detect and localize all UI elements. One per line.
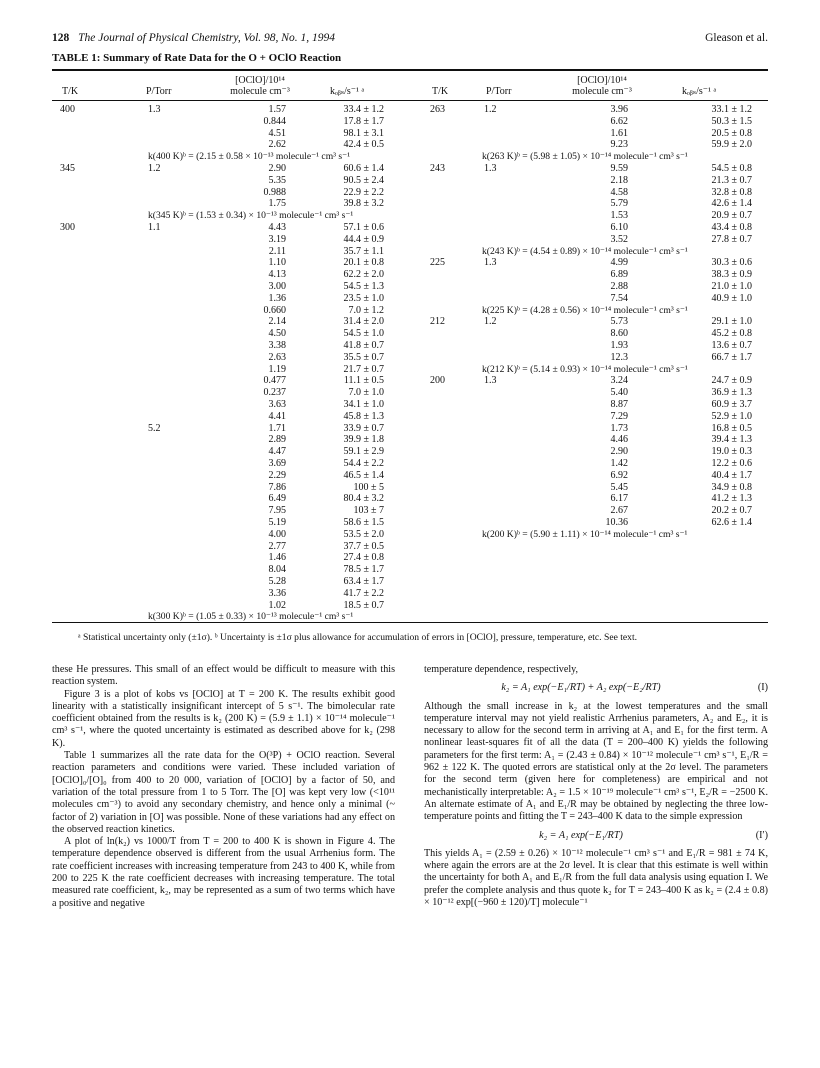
concentration-cell: 6.89 [610,269,628,281]
kobs-cell: 27.4 ± 0.8 [343,552,384,564]
concentration-cell: 4.13 [268,269,286,281]
concentration-cell: 9.23 [610,139,628,151]
concentration-cell: 0.988 [263,186,286,198]
concentration-cell: 6.62 [610,115,628,127]
kobs-cell: 38.3 ± 0.9 [711,269,752,281]
concentration-cell: 1.71 [268,422,286,434]
author-line: Gleason et al. [705,32,768,44]
pressure-cell: 5.2 [148,422,161,434]
temperature-cell: 400 [60,104,75,115]
pressure-cell: 1.3 [484,257,497,269]
concentration-cell: 2.90 [610,446,628,458]
kobs-cell: 36.9 ± 1.3 [711,387,752,399]
kobs-cell: 32.8 ± 0.8 [711,186,752,198]
concentration-cell: 3.00 [268,281,286,292]
concentration-cell: 5.45 [610,481,628,493]
kobs-cell: 24.7 ± 0.9 [711,375,752,387]
kobs-cell: 78.5 ± 1.7 [343,564,384,576]
kobs-cell: 20.9 ± 0.7 [711,210,752,222]
kobs-cell: 57.1 ± 0.6 [343,222,384,233]
pressure-cell: 1.3 [484,375,497,387]
concentration-cell: 2.90 [268,163,286,174]
paragraph: these He pressures. This small of an effect would be difficult to measure with this reaction system. [52,664,395,688]
col-header-P-right: P/Torr [486,86,512,97]
table-top-rule [52,69,768,71]
concentration-cell: 10.36 [605,517,628,528]
concentration-cell: 5.28 [268,576,286,587]
kobs-cell: 35.5 ± 0.7 [343,351,384,363]
rate-coefficient-summary: k(200 K)ᵇ = (5.90 ± 1.11) × 10⁻¹⁴ molecule⁻¹ cm³ s⁻¹ [482,528,688,540]
kobs-cell: 39.8 ± 3.2 [343,198,384,210]
pressure-cell: 1.1 [148,222,161,233]
concentration-cell: 9.59 [610,163,628,174]
concentration-cell: 0.660 [263,304,286,316]
concentration-cell: 2.63 [268,351,286,363]
paragraph: This yields A₁ = (2.59 ± 0.26) × 10⁻¹² molecule⁻¹ cm³ s⁻¹ and E₁/R = 981 ± 74 K, where again the errors are at the 2σ level. It is clear that this estimate is well within the uncertainty for both A₁ and E₁/R from the full data analysis using equation I. We prefer the complete analysis and thus quote k₂ for T = 243–400 K as k₂ = (2.4 ± 0.8) × 10⁻¹² exp[(−960 ± 120)/T] molecule⁻¹ [424,847,768,909]
kobs-cell: 63.4 ± 1.7 [343,576,384,587]
kobs-cell: 54.5 ± 1.3 [343,281,384,292]
concentration-cell: 8.04 [268,564,286,576]
kobs-cell: 98.1 ± 3.1 [343,127,384,139]
pressure-cell: 1.2 [148,163,161,174]
kobs-cell: 54.4 ± 2.2 [343,458,384,469]
col-header-kobs-right: kₒᵦₛ/s⁻¹ ᵃ [682,86,717,97]
concentration-cell: 7.86 [268,481,286,493]
kobs-cell: 22.9 ± 2.2 [343,186,384,198]
kobs-cell: 58.6 ± 1.5 [343,517,384,528]
kobs-cell: 16.8 ± 0.5 [711,422,752,434]
concentration-cell: 6.17 [610,493,628,505]
concentration-cell: 3.52 [610,233,628,245]
concentration-cell: 3.63 [268,399,286,410]
paragraph: Table 1 summarizes all the rate data for the O(³P) + OClO reaction. Several reaction parameters and conditions were varied. These included variation of [OClO]₀/[O]₀ from 400 to 20 000, variation of [OClO] by a factor of 50, and variation of the total pressure from 1 to 5 Torr. The [O] was kept very low (<10¹¹ molecules cm⁻³) to avoid any secondary chemistry, and hence only a minimal (~ factor of 2) variation in [O] was possible. None of these variations had any effect on the observed reaction kinetics. [52,750,395,835]
concentration-cell: 6.49 [268,493,286,505]
kobs-cell: 20.5 ± 0.8 [711,127,752,139]
concentration-cell: 4.58 [610,186,628,198]
paragraph: A plot of ln(k₂) vs 1000/T from T = 200 to 400 K is shown in Figure 4. The temperature dependence observed is different from the usual Arrhenius form. The rate coefficient increases with increasing temperature from 243 to 400 K, while from 200 to 225 K the rate coefficient decreases with increasing temperature. The total measured rate coefficient, k₂, may be represented as a sum of two terms which have a positive and negative [52,836,395,909]
kobs-cell: 13.6 ± 0.7 [711,340,752,351]
kobs-cell: 20.2 ± 0.7 [711,505,752,517]
temperature-cell: 263 [430,104,445,115]
kobs-cell: 30.3 ± 0.6 [711,257,752,269]
concentration-cell: 6.10 [610,222,628,233]
kobs-cell: 39.9 ± 1.8 [343,434,384,446]
concentration-cell: 8.87 [610,399,628,410]
temperature-cell: 225 [430,257,445,269]
concentration-cell: 3.69 [268,458,286,469]
kobs-cell: 50.3 ± 1.5 [711,115,752,127]
kobs-cell: 100 ± 5 [353,481,384,493]
concentration-cell: 8.60 [610,328,628,340]
kobs-cell: 11.1 ± 0.5 [343,375,384,387]
kobs-cell: 41.2 ± 1.3 [711,493,752,505]
concentration-cell: 5.40 [610,387,628,399]
kobs-cell: 40.4 ± 1.7 [711,469,752,481]
kobs-cell: 23.5 ± 1.0 [343,292,384,304]
concentration-cell: 2.62 [268,139,286,151]
kobs-cell: 52.9 ± 1.0 [711,410,752,422]
kobs-cell: 41.8 ± 0.7 [343,340,384,351]
rate-coefficient-summary: k(243 K)ᵇ = (4.54 ± 0.89) × 10⁻¹⁴ molecule⁻¹ cm³ s⁻¹ [482,245,688,257]
concentration-cell: 7.54 [610,292,628,304]
paragraph: Although the small increase in k₂ at the lowest temperatures and the small temperature interval may not yield realistic Arrhenius parameters, A₂ and E₂, it is necessary to allow for the second term in arriving at A₁ and E₁ for the first term. A nonlinear least-squares fit of all the data (T = 200–400 K) yields the following parameters for the first term: A₁ = (2.43 ± 0.84) × 10⁻¹² molecule⁻¹ cm³ s⁻¹, E₁/R = 962 ± 122 K. The quoted errors are statistical only at the 2σ level. The parameters for the second term (given here for completeness) are empirical and not mechanistically interpretable: A₂ = 1.5 × 10⁻¹⁹ molecule⁻¹ cm³ s⁻¹, E₂/R = −2500 K. An alternate estimate of A₁ and E₁/R may be obtained by neglecting the three low-temperature points and fitting the T = 243–400 K data to the simple expression [424,700,768,823]
kobs-cell: 33.1 ± 1.2 [711,104,752,115]
kobs-cell: 18.5 ± 0.7 [343,599,384,611]
kobs-cell: 42.6 ± 1.4 [711,198,752,210]
kobs-cell: 21.7 ± 0.7 [343,363,384,375]
page-number: 128 [52,32,70,44]
kobs-cell: 62.6 ± 1.4 [711,517,752,528]
concentration-cell: 2.67 [610,505,628,517]
concentration-cell: 4.43 [268,222,286,233]
col-header-P-left: P/Torr [146,86,172,97]
right-text-column [424,664,768,909]
concentration-cell: 4.51 [268,127,286,139]
table-footnote: ᵃ Statistical uncertainty only (±1σ). ᵇ Uncertainty is ±1σ plus allowance for accumulation of errors in [OClO], pressure, temperature, etc. See text. [78,632,638,643]
concentration-cell: 3.38 [268,340,286,351]
concentration-cell: 5.19 [268,517,286,528]
kobs-cell: 66.7 ± 1.7 [711,351,752,363]
col-header-kobs-left: kₒᵦₛ/s⁻¹ ᵃ [330,86,365,97]
equation-number: (I) [757,682,768,694]
kobs-cell: 17.8 ± 1.7 [343,115,384,127]
kobs-cell: 60.6 ± 1.4 [343,163,384,174]
rate-coefficient-summary: k(300 K)ᵇ = (1.05 ± 0.33) × 10⁻¹³ molecule⁻¹ cm³ s⁻¹ [148,611,354,623]
concentration-cell: 12.3 [610,351,628,363]
pressure-cell: 1.3 [148,104,161,115]
temperature-cell: 243 [430,163,445,174]
left-text-column [52,664,395,910]
concentration-cell: 1.53 [610,210,628,222]
equation-I-prime [424,830,768,842]
concentration-cell: 4.46 [610,434,628,446]
concentration-cell: 3.36 [268,587,286,599]
temperature-cell: 212 [430,316,445,328]
kobs-cell: 19.0 ± 0.3 [711,446,752,458]
temperature-cell: 300 [60,222,75,233]
pressure-cell: 1.2 [484,316,497,328]
kobs-cell: 45.2 ± 0.8 [711,328,752,340]
concentration-cell: 7.29 [610,410,628,422]
concentration-cell: 7.95 [268,505,286,517]
kobs-cell: 39.4 ± 1.3 [711,434,752,446]
kobs-cell: 59.1 ± 2.9 [343,446,384,458]
concentration-cell: 4.50 [268,328,286,340]
concentration-cell: 1.46 [268,552,286,564]
col-header-conc-right: [OClO]/10¹⁴ molecule cm⁻³ [572,75,632,97]
concentration-cell: 2.89 [268,434,286,446]
kobs-cell: 90.5 ± 2.4 [343,174,384,186]
journal-name: The Journal of Physical Chemistry, Vol. 98, No. 1, 1994 [78,32,335,44]
running-header [52,32,768,44]
kobs-cell: 62.2 ± 2.0 [343,269,384,281]
concentration-cell: 1.61 [610,127,628,139]
rate-coefficient-summary: k(263 K)ᵇ = (5.98 ± 1.05) × 10⁻¹⁴ molecule⁻¹ cm³ s⁻¹ [482,151,688,163]
rate-coefficient-summary: k(345 K)ᵇ = (1.53 ± 0.34) × 10⁻¹³ molecule⁻¹ cm³ s⁻¹ [148,210,354,222]
kobs-cell: 59.9 ± 2.0 [711,139,752,151]
concentration-cell: 2.88 [610,281,628,292]
concentration-cell: 4.99 [610,257,628,269]
kobs-cell: 7.0 ± 1.0 [348,387,384,399]
rate-coefficient-summary: k(212 K)ᵇ = (5.14 ± 0.93) × 10⁻¹⁴ molecule⁻¹ cm³ s⁻¹ [482,363,688,375]
rate-coefficient-summary: k(400 K)ᵇ = (2.15 ± 0.58 × 10⁻¹³ molecule⁻¹ cm³ s⁻¹ [148,151,351,163]
concentration-cell: 4.00 [268,528,286,540]
kobs-cell: 20.1 ± 0.8 [343,257,384,269]
kobs-cell: 60.9 ± 3.7 [711,399,752,410]
table-caption: TABLE 1: Summary of Rate Data for the O + OClO Reaction [52,52,342,64]
col-header-T-right: T/K [432,86,449,97]
kobs-cell: 43.4 ± 0.8 [711,222,752,233]
concentration-cell: 1.57 [268,104,286,115]
kobs-cell: 35.7 ± 1.1 [343,245,384,257]
kobs-cell: 33.9 ± 0.7 [343,422,384,434]
kobs-cell: 12.2 ± 0.6 [711,458,752,469]
concentration-cell: 1.19 [268,363,286,375]
table-header-rule [52,100,768,101]
concentration-cell: 1.93 [610,340,628,351]
equation-number: (I′) [755,829,768,841]
concentration-cell: 1.36 [268,292,286,304]
kobs-cell: 21.0 ± 1.0 [711,281,752,292]
col-header-conc-left: [OClO]/10¹⁴ molecule cm⁻³ [230,75,290,97]
equation-text: k₂ = A₁ exp(−E₁/RT) + A₂ exp(−E₂/RT) [501,682,661,694]
concentration-cell: 1.02 [268,599,286,611]
concentration-cell: 0.844 [263,115,286,127]
concentration-cell: 3.24 [610,375,628,387]
kobs-cell: 46.5 ± 1.4 [343,469,384,481]
kobs-cell: 45.8 ± 1.3 [343,410,384,422]
paragraph: Figure 3 is a plot of kobs vs [OClO] at T = 200 K. The results exhibit good linearity with a statistically insignificant intercept of 5 s⁻¹. The bimolecular rate coefficient obtained from the results is k₂ (200 K) = (5.9 ± 1.1) × 10⁻¹⁴ molecule⁻¹ cm³ s⁻¹, where the quoted uncertainty is estimated as described above for k₂ (298 K). [52,688,395,749]
kobs-cell: 37.7 ± 0.5 [343,540,384,552]
col-header-T-left: T/K [62,86,79,97]
kobs-cell: 44.4 ± 0.9 [343,233,384,245]
kobs-cell: 41.7 ± 2.2 [343,587,384,599]
kobs-cell: 7.0 ± 1.2 [348,304,384,316]
concentration-cell: 4.41 [268,410,286,422]
kobs-cell: 42.4 ± 0.5 [343,139,384,151]
kobs-cell: 40.9 ± 1.0 [711,292,752,304]
kobs-cell: 53.5 ± 2.0 [343,528,384,540]
kobs-cell: 31.4 ± 2.0 [343,316,384,328]
rate-coefficient-summary: k(225 K)ᵇ = (4.28 ± 0.56) × 10⁻¹⁴ molecule⁻¹ cm³ s⁻¹ [482,304,688,316]
concentration-cell: 2.11 [268,245,286,257]
kobs-cell: 34.9 ± 0.8 [711,481,752,493]
concentration-cell: 1.42 [610,458,628,469]
concentration-cell: 4.47 [268,446,286,458]
kobs-cell: 34.1 ± 1.0 [343,399,384,410]
concentration-cell: 2.14 [268,316,286,328]
temperature-cell: 345 [60,163,75,174]
equation-I [424,682,768,694]
concentration-cell: 5.35 [268,174,286,186]
concentration-cell: 5.79 [610,198,628,210]
kobs-cell: 80.4 ± 3.2 [343,493,384,505]
concentration-cell: 1.73 [610,422,628,434]
kobs-cell: 103 ± 7 [353,505,384,517]
concentration-cell: 1.10 [268,257,286,269]
concentration-cell: 5.73 [610,316,628,328]
kobs-cell: 33.4 ± 1.2 [343,104,384,115]
concentration-cell: 3.96 [610,104,628,115]
concentration-cell: 3.19 [268,233,286,245]
pressure-cell: 1.3 [484,163,497,174]
kobs-cell: 54.5 ± 1.0 [343,328,384,340]
concentration-cell: 6.92 [610,469,628,481]
kobs-cell: 27.8 ± 0.7 [711,233,752,245]
paragraph: temperature dependence, respectively, [424,664,579,675]
concentration-cell: 2.29 [268,469,286,481]
concentration-cell: 0.477 [263,375,286,387]
equation-text: k₂ = A₁ exp(−E₁/RT) [539,829,623,841]
concentration-cell: 2.77 [268,540,286,552]
temperature-cell: 200 [430,375,445,387]
concentration-cell: 2.18 [610,174,628,186]
kobs-cell: 54.5 ± 0.8 [711,163,752,174]
concentration-cell: 1.75 [268,198,286,210]
pressure-cell: 1.2 [484,104,497,115]
kobs-cell: 21.3 ± 0.7 [711,174,752,186]
concentration-cell: 0.237 [263,387,286,399]
kobs-cell: 29.1 ± 1.0 [711,316,752,328]
